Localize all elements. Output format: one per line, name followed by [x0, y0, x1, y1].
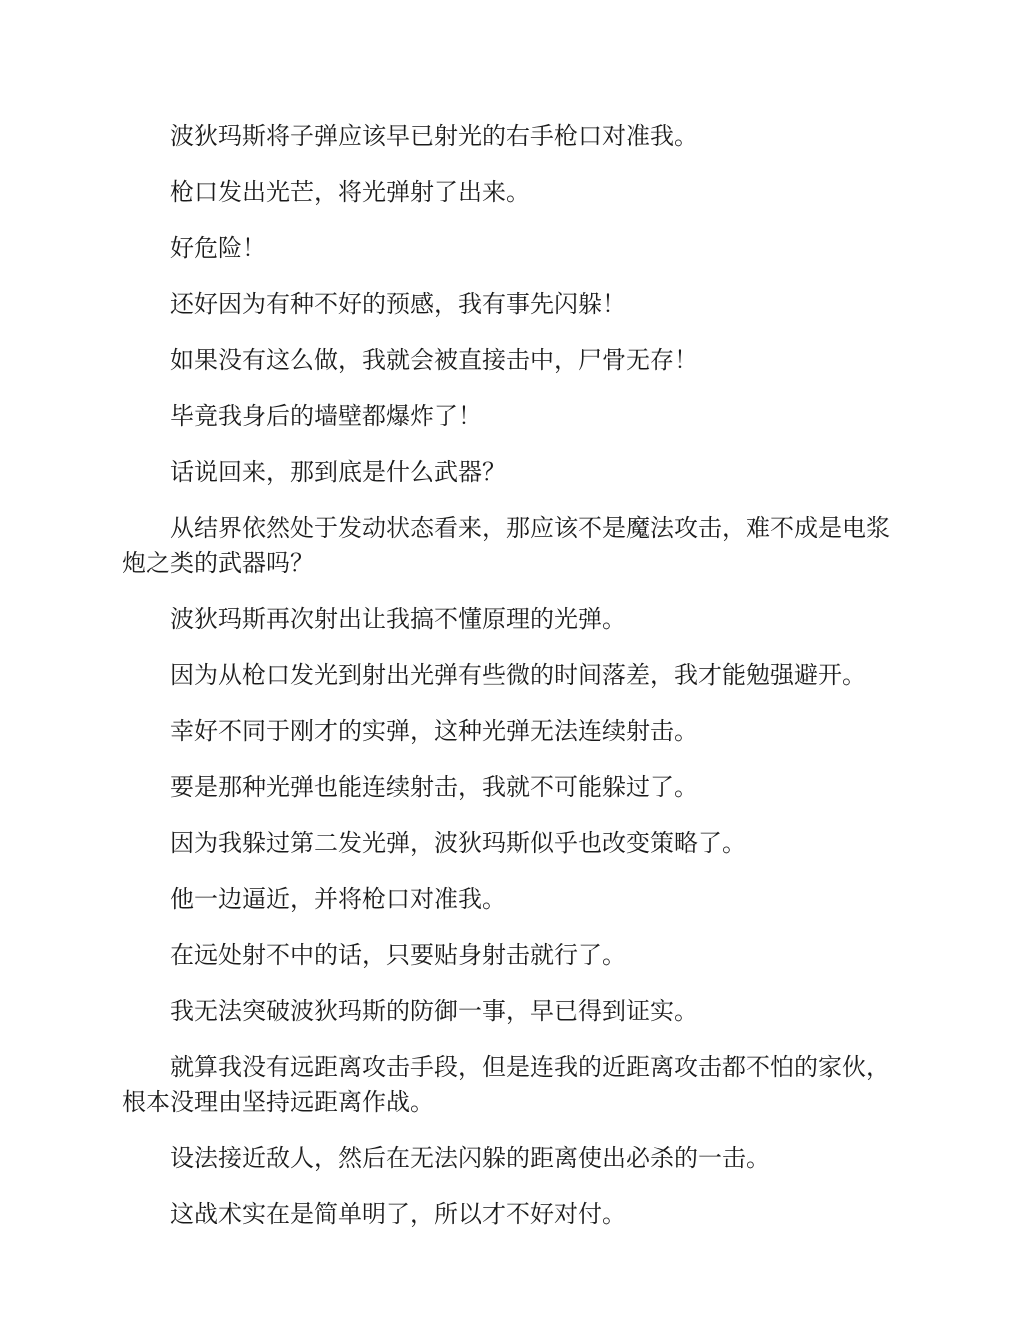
- paragraph: 枪口发出光芒，将光弹射了出来。: [170, 178, 530, 206]
- paragraph: 因为我躲过第二发光弹，波狄玛斯似乎也改变策略了。: [170, 829, 746, 857]
- document-text: [122, 119, 902, 1253]
- paragraph: 波狄玛斯再次射出让我搞不懂原理的光弹。: [170, 605, 626, 633]
- paragraph: 这战术实在是简单明了，所以才不好对付。: [170, 1200, 626, 1228]
- paragraph: 因为从枪口发光到射出光弹有些微的时间落差，我才能勉强避开。: [170, 661, 866, 689]
- paragraph: 就算我没有远距离攻击手段，但是连我的近距离攻击都不怕的家伙，根本没理由坚持远距离作战。: [122, 1053, 890, 1116]
- paragraph: 我无法突破波狄玛斯的防御一事，早已得到证实。: [170, 997, 698, 1025]
- paragraph: 波狄玛斯将子弹应该早已射光的右手枪口对准我。: [170, 122, 698, 150]
- paragraph: 幸好不同于刚才的实弹，这种光弹无法连续射击。: [170, 717, 698, 745]
- paragraph: 还好因为有种不好的预感，我有事先闪躲！: [170, 290, 626, 318]
- paragraph: 如果没有这么做，我就会被直接击中，尸骨无存！: [170, 346, 698, 374]
- paragraph: 要是那种光弹也能连续射击，我就不可能躲过了。: [170, 773, 698, 801]
- paragraph: 设法接近敌人，然后在无法闪躲的距离使出必杀的一击。: [170, 1144, 770, 1172]
- paragraph: 毕竟我身后的墙壁都爆炸了！: [170, 402, 482, 430]
- paragraph: 好危险！: [170, 234, 266, 262]
- paragraph: 话说回来，那到底是什么武器？: [170, 458, 506, 486]
- paragraph: 在远处射不中的话，只要贴身射击就行了。: [170, 941, 626, 969]
- paragraph: 从结界依然处于发动状态看来，那应该不是魔法攻击，难不成是电浆炮之类的武器吗？: [122, 514, 890, 577]
- paragraph: 他一边逼近，并将枪口对准我。: [170, 885, 506, 913]
